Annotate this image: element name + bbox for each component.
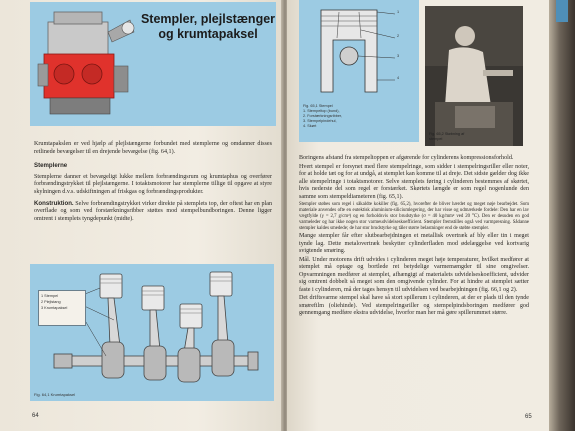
piston-label: 3: [397, 54, 400, 58]
section-heading-konstruktion: Konstruktion.: [34, 199, 74, 207]
piston-label: 2: [397, 34, 400, 38]
left-page: [0, 0, 283, 431]
paragraph: Stempler støbes som regel i såkaldte kokiller (fig. 65,2), hvorefter de bliver hærdet og meget nøje bearbejdet. Som materiale anvendes ofte en eutektisk aluminium-siliciumlegering, der har visse og udmærkede fordele: Den har en lav vægtfylde (γ = 2,7 g/cm³) og en forholdsvis stor brudstyrke (σ = 40 kg/mm² ved 20 °C). Den er desuden en god varmeleder og har ikke nogen stor varmeudvidelseskoefficient. Stempler fremstilles også ved varmpresning. Sådanne stempler kaldes smedede; de har stor brudstyrke og tåler større belastninger end de støbte stempler.: [299, 202, 529, 231]
bookmark-tab: [556, 0, 568, 22]
figure-legend: [38, 290, 86, 326]
caption-line: 1. Stempeltop (bund),: [303, 109, 340, 113]
caption-line: 2. Forstærkningsribber,: [303, 114, 343, 118]
caption-line: Fig. 65,2 Støbning af: [429, 132, 465, 136]
page-title: Stempler, plejlstænger og krumtapaksel: [140, 12, 276, 41]
figure-caption: Fig. 64,1 Krumtapaksel: [34, 392, 76, 397]
paragraph: Mange stempler får efter slutbearbejdningen et metallisk overtræk af bly eller tin i meget tynde lag. Dette metalovertræk beskytter cylinderfladen mod ødelæggelse ved kortvarig svigtende smøring.: [299, 233, 529, 254]
piston-cross-section: [299, 0, 419, 100]
paragraph: Mål. Under motorens drift udvides i cylinderen meget høje temperaturer, hvilket medfører at stemplet må optage og bortlede ret betydelige varmemængder til sine omgivelser. Opvarmningen medfører at stemplet, afhængigt af materialets udvidelseskoefficient, udvider sig omtrent dobbelt så meget som den omgivende cylinder. For at hindre at stemplet sætter faste i cylinderen, må der tages hensyn til udvidelsen ved bearbejdningen (fig. 66,1 og 2).: [299, 256, 529, 293]
right-body-text: [299, 155, 529, 319]
legend-item: 1 Stempel: [41, 294, 59, 298]
paragraph: Hvert stempel er forsynet med flere stempelringe, som sidder i stempelringsriller eller noter, for at holde tæt og for at undgå, at stemplet kan komme til at dreje. Det sidste gælder dog ikke alle stempelringe i totaktsmotorer. Selve stemplets føring i cylinderen bestemmes af skørtet, hvis nederste del som regel er forstærket. Skørtets længde er som regel nogenlunde den samme som stempeldiameteren (fig. 65,1).: [299, 163, 529, 200]
paragraph: Boringens afstand fra stempeltoppen er afgørende for cylinderens kompressionsforhold.: [299, 155, 514, 161]
casting-photo-caption: [429, 132, 464, 142]
piston-label: 1: [397, 10, 400, 14]
right-page: [287, 0, 549, 431]
section-body-stemplerne: Stemplerne danner et bevægeligt lukke mellem forbrændingsrum og krumtaphus og overfører forbrændingstrykket til plejlstængerne. I totaktsmotorer har stemplerne tillige til opgave at styre skylningen d.v.s. udskiftningen af friskgas og forbrændingsprodukter.: [34, 173, 272, 195]
crankshaft-figure: [30, 264, 274, 401]
page-number-right: 65: [525, 414, 532, 420]
piston-figure: [299, 0, 419, 142]
caption-line: 4. Skørt: [303, 124, 317, 128]
section-heading-stemplerne: Stemplerne: [34, 162, 68, 170]
paragraph: Det driftsvarme stempel skal have så stort spillerum i cylinderen, at der er plads til den tynde smørefilm (oliehinde). Ved stempelringsriller og stempelpindsboringen medfører god gennemgang medføre ekstra udvidelse, hvorfor man her må gøre spillerummet større.: [299, 295, 529, 316]
intro-paragraph: Krumtapakslen er ved hjælp af plejlstængerne forbundet med stemplerne og omdanner disses retlinede bevægelser til en drejende bevægelse (fig. 64,1).: [34, 141, 272, 155]
piston-label: 4: [397, 76, 400, 80]
piston-figure-caption: [303, 104, 342, 129]
page-number-left: 64: [32, 413, 39, 419]
caption-line: Fig. 65,1 Stempel: [303, 104, 333, 108]
caption-line: stempel: [429, 137, 443, 141]
page-edges: [549, 0, 575, 431]
engine-illustration: [30, 2, 148, 126]
legend-item: 2 Plejlstang: [41, 300, 61, 304]
casting-photo: [425, 6, 523, 146]
caption-line: 3. Stempelpindehul,: [303, 119, 337, 123]
section-body-konstruktion: Selve forbrændingstrykket virker direkte på stemplets top, der oftest har en plan overflade og som ved forstærkningsribber støttes mod stempelbundboringen. Denne ligger omtrent i stemplets tyngdepunkt (midte).: [34, 200, 272, 222]
left-body-text: [34, 141, 272, 226]
header-panel: [30, 2, 276, 126]
legend-item: 3 Krumtapaksel: [41, 306, 68, 310]
casting-photo-illustration: [425, 6, 523, 146]
crankshaft-illustration: [30, 264, 274, 401]
